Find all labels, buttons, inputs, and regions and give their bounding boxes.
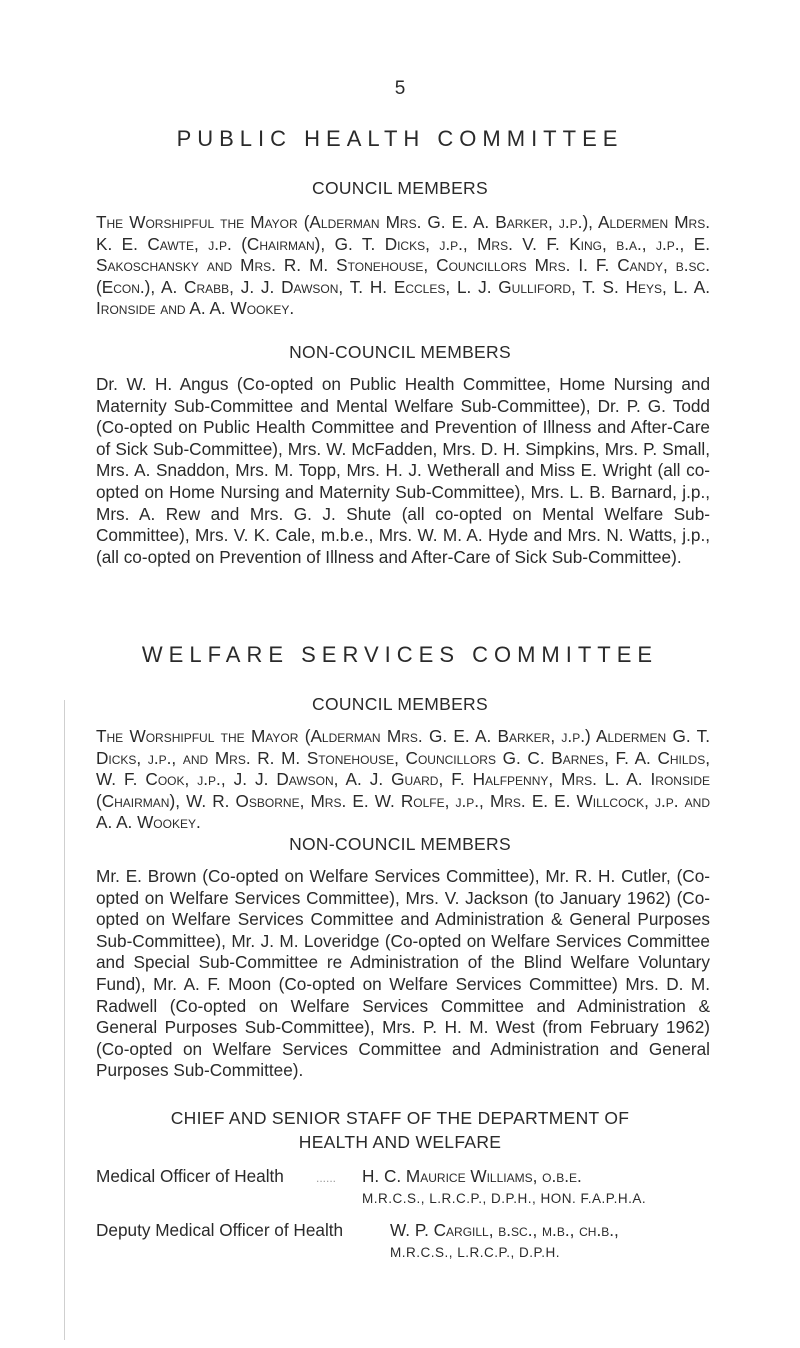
scan-margin-line (64, 700, 65, 1340)
staff-role: Medical Officer of Health (96, 1166, 284, 1186)
welfare-services-title: WELFARE SERVICES COMMITTEE (141, 642, 659, 667)
ws-council-members: The Worshipful the Mayor (Alderman Mrs. G. E. A. Barker, j.p.) Aldermen G. T. Dicks, j.p., and Mrs. R. M. Stonehouse, Councillors G. C. Barnes, F. A. Childs, W. F. Cook, j.p., J. J. Dawson, A. J. Guard, F. Halfpenny, Mrs. L. A. Ironside (Chairman), W. R. Osborne, Mrs. E. W. Rolfe, j.p., Mrs. E. E. Willcock, j.p. and A. A. Wookey. (96, 726, 710, 833)
staff-qualifications: M.R.C.S., L.R.C.P., D.P.H. (390, 1245, 561, 1260)
page-number: 5 (394, 78, 406, 99)
staff-qualifications: M.R.C.S., L.R.C.P., D.P.H., HON. F.A.P.H.A. (362, 1191, 647, 1206)
staff-name: W. P. Cargill, b.sc., m.b., ch.b., (390, 1220, 619, 1240)
ph-non-council-heading: NON-COUNCIL MEMBERS (289, 342, 511, 362)
ph-non-council-members: Dr. W. H. Angus (Co-opted on Public Health Committee, Home Nursing and Maternity Sub-Committee and Mental Welfare Sub-Committee), Dr. P. G. Todd (Co-opted on Public Health Committee and Prevention of Illness and After-Care of Sick Sub-Committee), Mrs. W. McFadden, Mrs. D. H. Simpkins, Mrs. P. Small, Mrs. A. Snaddon, Mrs. M. Topp, Mrs. H. J. Wetherall and Miss E. Wright (all co-opted on Home Nursing and Maternity Sub-Committee), Mrs. L. B. Barnard, j.p., Mrs. A. Rew and Mrs. G. J. Shute (all co-opted on Mental Welfare Sub-Committee), Mrs. V. K. Cale, m.b.e., Mrs. W. M. A. Hyde and Mrs. N. Watts, j.p., (all co-opted on Prevention of Illness and After-Care of Sick Sub-Committee). (96, 374, 710, 567)
staff-row-deputy-medical-officer (96, 1220, 736, 1264)
ws-non-council-heading: NON-COUNCIL MEMBERS (289, 834, 511, 854)
ws-council-heading: COUNCIL MEMBERS (312, 694, 488, 714)
staff-heading-line1: CHIEF AND SENIOR STAFF OF THE DEPARTMENT OF (170, 1108, 630, 1128)
dot-leader: ...... (316, 1171, 337, 1185)
staff-name: H. C. Maurice Williams, o.b.e. (362, 1166, 582, 1186)
staff-row-medical-officer (96, 1166, 736, 1210)
public-health-title: PUBLIC HEALTH COMMITTEE (176, 126, 624, 151)
ph-council-heading: COUNCIL MEMBERS (312, 178, 488, 198)
ph-council-members: The Worshipful the Mayor (Alderman Mrs. G. E. A. Barker, j.p.), Aldermen Mrs. K. E. Cawte, j.p. (Chairman), G. T. Dicks, j.p., Mrs. V. F. King, b.a., j.p., E. Sakoschansky and Mrs. R. M. Stonehouse, Councillors Mrs. I. F. Candy, b.sc. (Econ.), A. Crabb, J. J. Dawson, T. H. Eccles, L. J. Gulliford, T. S. Heys, L. A. Ironside and A. A. Wookey. (96, 212, 710, 319)
staff-role: Deputy Medical Officer of Health (96, 1220, 344, 1240)
staff-heading-line2: HEALTH AND WELFARE (298, 1132, 502, 1152)
ws-non-council-members: Mr. E. Brown (Co-opted on Welfare Services Committee), Mr. R. H. Cutler, (Co-opted on Welfare Services Committee), Mrs. V. Jackson (to January 1962) (Co-opted on Welfare Services Committee and Administration & General Purposes Sub-Committee), Mr. J. M. Loveridge (Co-opted on Welfare Services Committee and Special Sub-Committee re Administration of the Blind Welfare Voluntary Fund), Mr. A. F. Moon (Co-opted on Welfare Services Committee) Mrs. D. M. Radwell (Co-opted on Welfare Services Committee and Administration & General Purposes Sub-Committee), Mrs. P. H. M. West (from February 1962) (Co-opted on Welfare Services Committee and Administration and General Purposes Sub-Committee). (96, 866, 710, 1081)
